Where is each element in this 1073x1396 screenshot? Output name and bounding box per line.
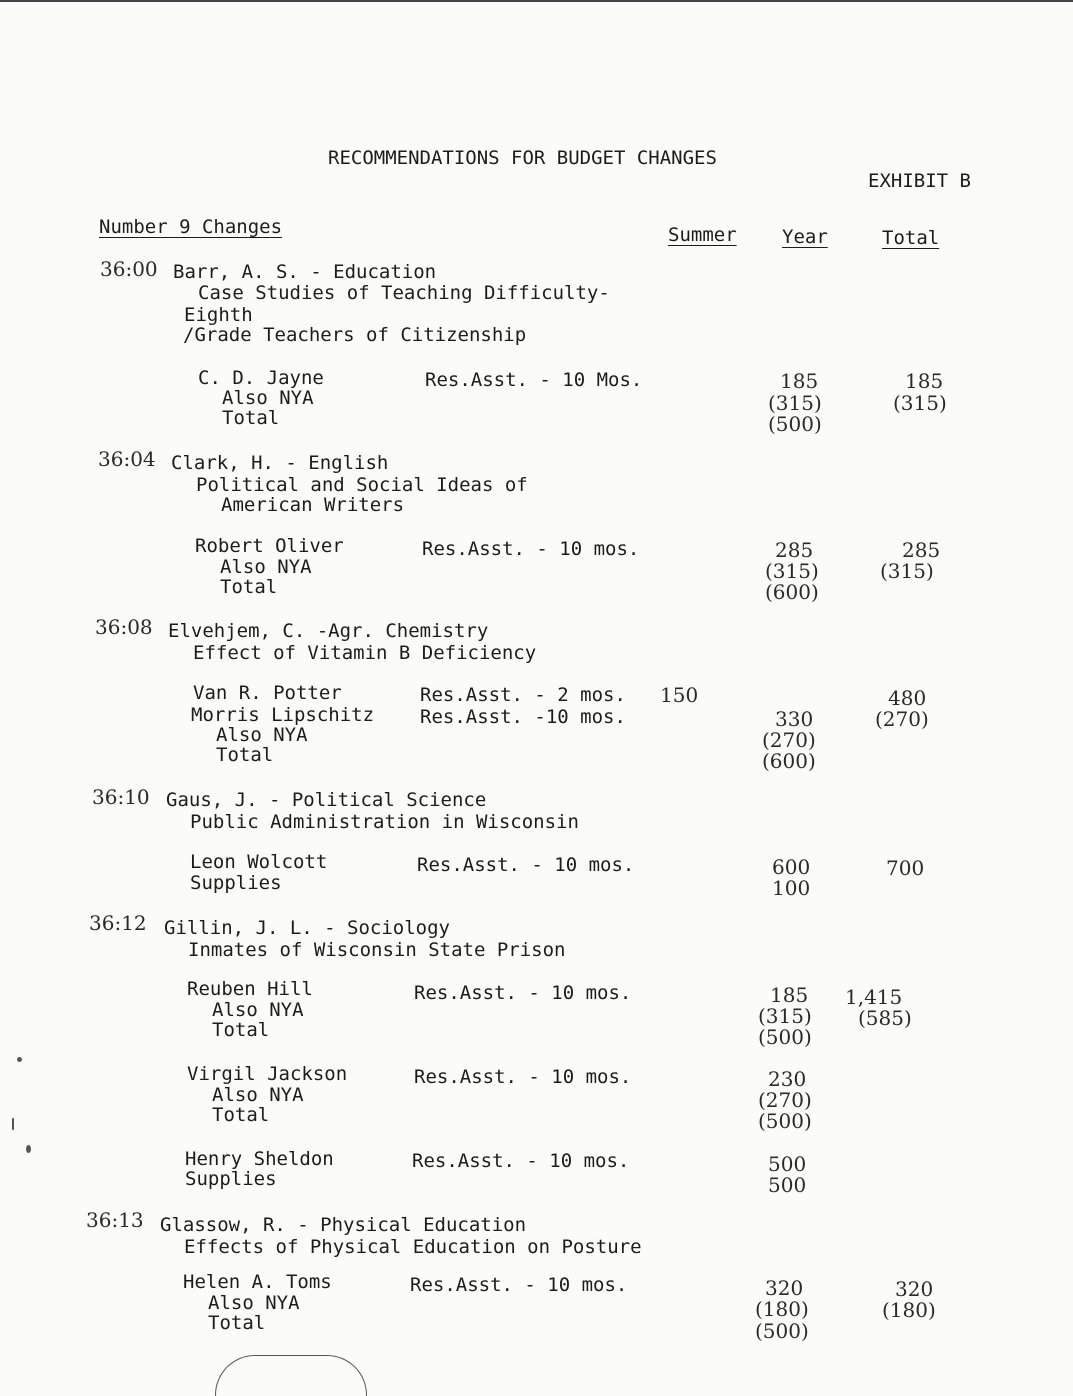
staff-name: Also NYA: [208, 1292, 300, 1314]
entry-head: Elvehjem, C. -Agr. Chemistry: [168, 620, 489, 642]
year-value: 285: [775, 538, 814, 562]
total-value: (315): [893, 391, 947, 415]
staff-name: Reuben Hill: [187, 978, 313, 1000]
staff-name: Henry Sheldon: [185, 1148, 334, 1170]
year-value: (315): [765, 559, 819, 583]
entry-code: 36:12: [89, 911, 147, 935]
column-header-year: Year: [782, 226, 828, 248]
entry-head: Clark, H. - English: [171, 452, 389, 474]
entry-title-line: Case Studies of Teaching Difficulty-: [198, 282, 610, 304]
entry-code: 36:08: [95, 615, 153, 639]
staff-name: Total: [220, 576, 278, 598]
entry-title-line: Political and Social Ideas of: [196, 474, 528, 496]
entry-title-line: Effects of Physical Education on Posture: [184, 1236, 642, 1258]
staff-position: Res.Asst. -10 mos.: [420, 706, 626, 728]
entry-title-line: Eighth: [184, 304, 253, 326]
year-value: (315): [768, 391, 822, 415]
staff-position: Res.Asst. - 10 mos.: [422, 538, 640, 560]
entry-title-line: American Writers: [221, 494, 405, 516]
summer-value: 150: [660, 683, 699, 707]
entry-title-line: Public Administration in Wisconsin: [190, 811, 579, 833]
total-value: 285: [902, 538, 941, 562]
year-value: (500): [758, 1109, 812, 1133]
total-value: (315): [880, 559, 934, 583]
exhibit-label: EXHIBIT B: [868, 170, 971, 192]
entry-code: 36:00: [100, 257, 158, 281]
staff-name: Supplies: [185, 1168, 277, 1190]
scan-speck: [12, 1118, 14, 1130]
staff-name: Total: [208, 1312, 266, 1334]
year-value: (500): [768, 412, 822, 436]
year-value: 100: [772, 876, 811, 900]
year-value: 330: [775, 707, 814, 731]
staff-name: Total: [212, 1104, 270, 1126]
staff-name: Morris Lipschitz: [191, 704, 375, 726]
column-header-summer: Summer: [668, 224, 737, 246]
staff-name: Total: [216, 744, 274, 766]
staff-name: C. D. Jayne: [198, 367, 324, 389]
staff-name: Helen A. Toms: [183, 1271, 332, 1293]
year-value: 500: [768, 1152, 807, 1176]
staff-name: Also NYA: [212, 1084, 304, 1106]
staff-position: Res.Asst. - 10 mos.: [417, 854, 635, 876]
staff-name: Also NYA: [212, 999, 304, 1021]
entry-title-line: Inmates of Wisconsin State Prison: [188, 939, 566, 961]
staff-position: Res.Asst. - 2 mos.: [420, 684, 626, 706]
staff-position: Res.Asst. - 10 mos.: [412, 1150, 630, 1172]
year-value: (600): [765, 580, 819, 604]
year-value: 500: [768, 1173, 807, 1197]
year-value: 185: [770, 983, 809, 1007]
document-title: RECOMMENDATIONS FOR BUDGET CHANGES: [328, 147, 717, 169]
entry-code: 36:04: [98, 447, 156, 471]
staff-name: Supplies: [190, 872, 282, 894]
year-value: 185: [780, 369, 819, 393]
total-value: (585): [858, 1006, 912, 1030]
year-value: (600): [762, 749, 816, 773]
entry-title-line: Effect of Vitamin B Deficiency: [193, 642, 537, 664]
staff-name: Total: [222, 407, 280, 429]
total-value: (180): [882, 1298, 936, 1322]
entry-title-line: /Grade Teachers of Citizenship: [183, 324, 527, 346]
total-value: 320: [895, 1277, 934, 1301]
section-heading: Number 9 Changes: [99, 216, 283, 238]
year-value: 600: [772, 855, 811, 879]
staff-name: Total: [212, 1019, 270, 1041]
total-value: (270): [875, 707, 929, 731]
entry-code: 36:10: [92, 785, 150, 809]
staff-position: Res.Asst. - 10 mos.: [414, 1066, 632, 1088]
year-value: 320: [765, 1276, 804, 1300]
year-value: (180): [755, 1297, 809, 1321]
year-value: 230: [768, 1067, 807, 1091]
scan-speck: [17, 1057, 22, 1062]
page-bottom-stamp-arc: [215, 1355, 367, 1396]
entry-head: Barr, A. S. - Education: [173, 261, 437, 283]
staff-name: Also NYA: [220, 556, 312, 578]
year-value: (315): [758, 1004, 812, 1028]
entry-head: Gaus, J. - Political Science: [166, 789, 487, 811]
year-value: (500): [755, 1319, 809, 1343]
staff-name: Also NYA: [222, 387, 314, 409]
staff-name: Also NYA: [216, 724, 308, 746]
total-value: 185: [905, 369, 944, 393]
staff-position: Res.Asst. - 10 mos.: [410, 1274, 628, 1296]
total-value: 1,415: [845, 985, 903, 1009]
staff-name: Leon Wolcott: [190, 851, 328, 873]
year-value: (500): [758, 1025, 812, 1049]
entry-code: 36:13: [86, 1208, 144, 1232]
total-value: 700: [886, 856, 925, 880]
year-value: (270): [762, 728, 816, 752]
year-value: (270): [758, 1088, 812, 1112]
staff-position: Res.Asst. - 10 mos.: [414, 982, 632, 1004]
staff-position: Res.Asst. - 10 Mos.: [425, 369, 643, 391]
staff-name: Van R. Potter: [193, 682, 342, 704]
staff-name: Robert Oliver: [195, 535, 344, 557]
total-value: 480: [888, 686, 927, 710]
column-header-total: Total: [882, 227, 940, 249]
entry-head: Glassow, R. - Physical Education: [160, 1214, 527, 1236]
page-top-edge: [0, 0, 1073, 2]
entry-head: Gillin, J. L. - Sociology: [164, 917, 450, 939]
staff-name: Virgil Jackson: [187, 1063, 348, 1085]
scan-speck: [26, 1145, 31, 1153]
